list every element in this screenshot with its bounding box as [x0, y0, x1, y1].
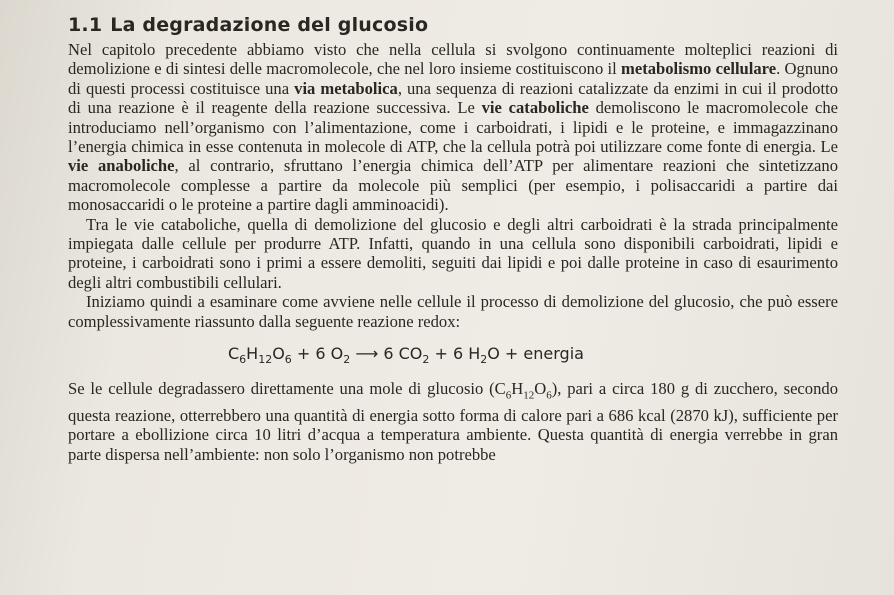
p4-sub-2: 12	[523, 389, 535, 402]
p4-sub-1: 6	[505, 389, 512, 402]
p1-text-i: , al contrario, sfruttano l’energia chimica dell’ATP per alimentare reazioni che sintetizzano macromolecole complesse a partire da molecole più semplici (per esempio, i polisaccaridi a partire dai monosaccaridi o le proteine a partire dagli amminoacidi).	[68, 156, 839, 215]
term-metabolismo-cellulare: metabolismo cellulare	[621, 59, 777, 79]
section-number: 1.1	[68, 14, 103, 36]
reaction-arrow: ⟶	[350, 344, 384, 364]
formula-co2-sub: 2	[422, 353, 430, 367]
formula-h-sub: 12	[258, 353, 273, 367]
p4-text-d: ), pari a circa 180 g di zucchero, secondo questa reazione, otterrebbero una quantità di energia sotto forma di calore pari a 686 kcal (2870 kJ), sufficiente per portare a ebollizione circa 10 litri d’acqua a temperatura ambiente. Questa quantità di energia verrebbe in gran parte dispersa nell’ambiente: non solo l’organismo non potrebbe	[68, 379, 838, 464]
p4-text-b: H	[511, 379, 524, 399]
p4-text-c: O	[534, 379, 547, 399]
paragraph-1	[68, 40, 838, 215]
formula-energia: + energia	[499, 344, 584, 364]
formula-o-sub: 6	[284, 353, 292, 367]
formula-h2o-sub: 2	[480, 353, 488, 367]
paragraph-2: Tra le vie cataboliche, quella di demolizione del glucosio e degli altri carboidrati è la strada principalmente impiegata dalle cellule per produrre ATP. Infatti, quando in una cellula sono disponibili carboidrati, lipidi e proteine, i carboidrati sono i primi a essere demoliti, seguiti dai lipidi e poi dalle proteine in caso di esaurimento degli altri combustibili cellulari.	[68, 214, 838, 292]
formula-c-sub: 6	[239, 353, 247, 367]
paragraph-4	[68, 379, 838, 464]
p1-text-e: , una sequenza di reazioni catalizzate da enzimi in cui il prodotto di una reazione è il reagente della reazione successiva. Le	[68, 78, 838, 118]
p4-sub-3: 6	[546, 389, 552, 402]
term-vie-anaboliche: vie anaboliche	[68, 156, 175, 176]
formula-o2-sub: 2	[343, 353, 351, 367]
p1-text-a: Nel capitolo precedente abbiamo visto che nella cellula si svolgono continuamente molteplici reazioni di demolizione e di sintesi delle macromolecole, che nel loro insieme costituiscono il	[68, 40, 838, 79]
formula-c: C	[228, 344, 240, 364]
paragraph-3: Iniziamo quindi a esaminare come avviene nelle cellule il processo di demolizione del glucosio, che può essere complessivamente riassunto dalla seguente reazione redox:	[68, 292, 838, 331]
formula-h2o-o: O	[487, 344, 500, 364]
glucose-redox-equation	[228, 343, 838, 371]
page-content	[68, 14, 838, 464]
formula-o2: + 6 O	[291, 344, 344, 364]
term-vie-cataboliche: vie cataboliche	[481, 98, 589, 118]
formula-h2o: + 6 H	[429, 344, 481, 364]
section-title-text: La degradazione del glucosio	[110, 14, 429, 36]
formula-co2: 6 CO	[383, 344, 423, 364]
p1-text-c: . Ognuno di questi processi costituisce una	[68, 59, 839, 98]
p4-text-a: Se le cellule degradassero direttamente una mole di glucosio (C	[68, 379, 506, 399]
section-title	[68, 14, 838, 36]
formula-h: H	[246, 344, 259, 364]
p1-text-g: demoliscono le macromolecole che introduciamo nell’organismo con l’alimentazione, come i carboidrati, i lipidi e le proteine, e immagazzinano l’energia chimica in esse contenuta in molecole di ATP, che la cellula potrà poi utilizzare come fonte di energia. Le	[68, 98, 838, 157]
formula-o: O	[272, 344, 285, 364]
term-via-metabolica: via metabolica	[294, 78, 398, 98]
